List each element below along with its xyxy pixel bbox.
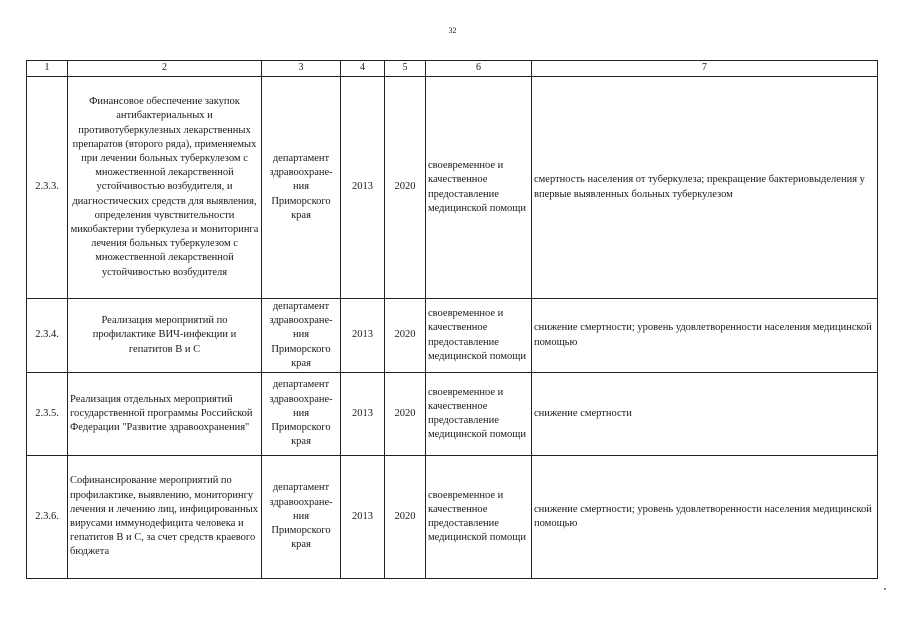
table-row <box>27 299 878 373</box>
table-row <box>27 456 878 579</box>
table-row <box>27 373 878 456</box>
row-number: 2.3.5. <box>27 373 68 456</box>
start-year: 2013 <box>341 299 385 373</box>
start-year: 2013 <box>341 456 385 579</box>
end-year: 2020 <box>385 373 426 456</box>
indicators: смертность населения от туберкулеза; прекращение бактериовыделения у впервые выявленных больных туберкулезом <box>532 77 878 299</box>
measure-name: Софинансирование мероприятий по профилактике, выявлению, мониторингу лечения и лечению лиц, инфицированных вирусами иммунодефицита человека и гепатитов В и С, за счет средств краевого бюджета <box>68 456 262 579</box>
column-header-1: 1 <box>27 61 68 77</box>
table-row <box>27 77 878 299</box>
indicators: снижение смертности; уровень удовлетворенности населения медицинской помощью <box>532 456 878 579</box>
row-number: 2.3.6. <box>27 456 68 579</box>
row-number: 2.3.4. <box>27 299 68 373</box>
measures-table <box>26 60 878 579</box>
column-header-5: 5 <box>385 61 426 77</box>
indicators: снижение смертности; уровень удовлетворенности населения медицинской помощью <box>532 299 878 373</box>
expected-result: своевременное и качественное предоставление медицинской помощи <box>426 456 532 579</box>
column-header-3: 3 <box>262 61 341 77</box>
measure-name: Реализация отдельных мероприятий государственной программы Российской Федерации "Развитие здравоохранения" <box>68 373 262 456</box>
expected-result: своевременное и качественное предоставление медицинской помощи <box>426 77 532 299</box>
executor: департамент здравоохране-ния Приморского края <box>262 373 341 456</box>
column-header-row <box>27 61 878 77</box>
executor: департамент здравоохране-ния Приморского края <box>262 299 341 373</box>
column-header-4: 4 <box>341 61 385 77</box>
end-year: 2020 <box>385 77 426 299</box>
column-header-2: 2 <box>68 61 262 77</box>
column-header-6: 6 <box>426 61 532 77</box>
measure-name: Финансовое обеспечение закупок антибактериальных и противотуберкулезных лекарственных препаратов (второго ряда), применяемых при лечении больных туберкулезом с множественной лекарственной устойчивостью возбудителя, и диагностических средств для выявления, определения чувствительности микобактерии туберкулеза и мониторинга лечения больных туберкулезом с множественной лекарственной устойчивостью возбудителя <box>68 77 262 299</box>
executor: департамент здравоохране-ния Приморского края <box>262 77 341 299</box>
executor: департамент здравоохране-ния Приморского края <box>262 456 341 579</box>
expected-result: своевременное и качественное предоставление медицинской помощи <box>426 299 532 373</box>
row-number: 2.3.3. <box>27 77 68 299</box>
page-number: 32 <box>448 26 457 35</box>
expected-result: своевременное и качественное предоставление медицинской помощи <box>426 373 532 456</box>
indicators: снижение смертности <box>532 373 878 456</box>
column-header-7: 7 <box>532 61 878 77</box>
measure-name: Реализация мероприятий по профилактике ВИЧ-инфекции и гепатитов В и С <box>68 299 262 373</box>
scan-speck <box>884 588 886 590</box>
start-year: 2013 <box>341 373 385 456</box>
end-year: 2020 <box>385 299 426 373</box>
end-year: 2020 <box>385 456 426 579</box>
start-year: 2013 <box>341 77 385 299</box>
